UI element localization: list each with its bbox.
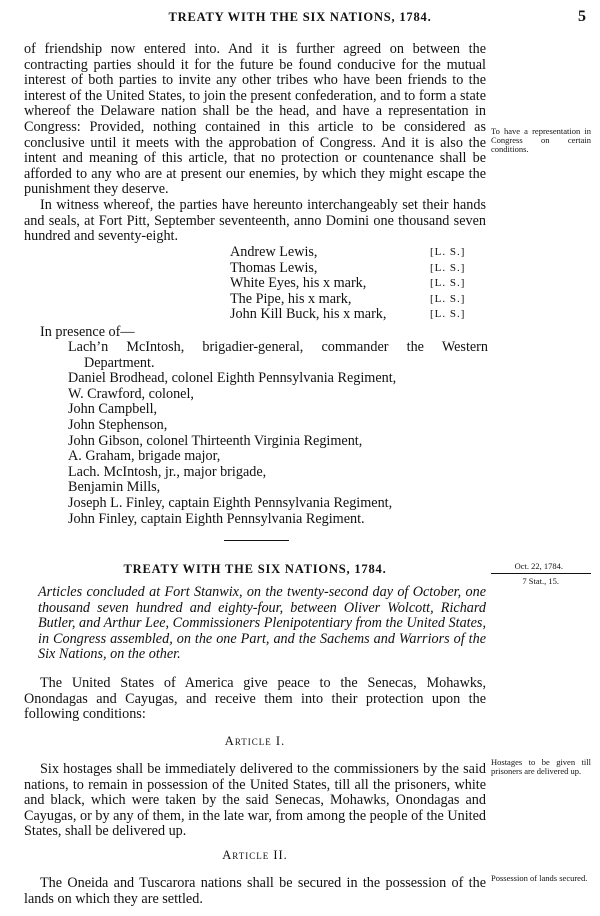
witness-entry: John Campbell, xyxy=(68,401,158,418)
signature-block xyxy=(230,245,465,323)
treaty-subtitle: Articles concluded at Fort Stanwix, on the twenty-second day of October, one thousand seven hundred and eighty-four, between Oliver Wolcott, Richard Butler, and Arthur Lee, Commissioners Plenipotentiary from the United States, in Congress assembled, on the one Part, and the Sachems and Warriors of the Six Nations, on the other. xyxy=(38,584,486,663)
article-2-text: The Oneida and Tuscarora nations shall be secured in the possession of the lands on which they are settled. xyxy=(24,875,486,907)
signatory-name: Thomas Lewis, xyxy=(230,259,318,276)
signatory-name: Andrew Lewis, xyxy=(230,244,318,260)
paragraph-peace: The United States of America give peace to the Senecas, Mohawks, Onondagas and Cayugas, and receive them into their protection upon the following conditions: xyxy=(24,675,486,723)
signatory-name: John Kill Buck, his x mark, xyxy=(230,306,387,323)
margin-note-date: Oct. 22, 1784. xyxy=(514,561,563,571)
witness-entry: Joseph L. Finley, captain Eighth Pennsylvania Regiment, xyxy=(68,494,393,511)
margin-note-possession: Possession of lands secured. xyxy=(491,873,588,883)
treaty-title: TREATY WITH THE SIX NATIONS, 1784. xyxy=(123,562,387,576)
witness-entry: A. Graham, brigade major, xyxy=(68,448,221,465)
signature-row xyxy=(230,261,465,277)
article-1-text: Six hostages shall be immediately delivered to the commissioners by the said nations, to remain in possession of the United States, till all the prisoners, white and black, which were taken by the said Senecas, Mohawks, Onondagas and Cayugas, or by any of them, in the late war, from among the people of the United States, shall be delivered up. xyxy=(24,761,486,840)
witness-entry: Lach. McIntosh, jr., major brigade, xyxy=(68,463,267,480)
witness-entry: John Gibson, colonel Thirteenth Virginia Regiment, xyxy=(68,432,363,449)
signature-row xyxy=(230,307,465,323)
witness-entry: W. Crawford, colonel, xyxy=(68,385,194,402)
seal-mark: [L. S.] xyxy=(430,308,466,321)
seal-mark: [L. S.] xyxy=(430,261,466,274)
running-title: TREATY WITH THE SIX NATIONS, 1784. xyxy=(168,10,432,24)
witness-entry: John Stephenson, xyxy=(68,416,168,433)
witness-entry: Lach’n McIntosh, brigadier-general, commander the Western Department. xyxy=(68,339,488,371)
page-number: 5 xyxy=(578,8,586,25)
witness-entry: Daniel Brodhead, colonel Eighth Pennsylvania Regiment, xyxy=(68,370,397,387)
margin-note-statute: 7 Stat., 15. xyxy=(522,576,559,586)
paragraph-friendship: of friendship now entered into. And it is further agreed on between the contracting parties should it for the future be found conducive for the mutual interest of both parties to invite any other tribes who have been friends to the interest of the United States, to join the present confederation, and to form a state whereof the Delaware nation shall be the head, and have a representation in Congress: Provided, nothing contained in this article to be considered as conclusive until it meets with the approbation of Congress. And it is also the intent and meaning of this article, that no protection or countenance shall be afforded to any who are at present our enemies, by which they might escape the punishment they deserve. xyxy=(24,41,486,198)
margin-note-representation: To have a representation in Congress on certain conditions. xyxy=(491,126,591,154)
witness-entry: John Finley, captain Eighth Pennsylvania Regiment. xyxy=(68,510,365,527)
seal-mark: [L. S.] xyxy=(430,246,466,258)
paragraph-witness: In witness whereof, the parties have hereunto interchangeably set their hands and seals, at Fort Pitt, September seventeenth, anno Domini one thousand seven hundred and seventy-eight. xyxy=(24,197,486,245)
signature-row xyxy=(230,292,465,308)
signature-row xyxy=(230,276,465,292)
margin-note-hostages: Hostages to be given till prisoners are delivered up. xyxy=(491,757,591,776)
presence-heading: In presence of— xyxy=(40,324,135,340)
witness-list xyxy=(68,340,488,527)
seal-mark: [L. S.] xyxy=(430,277,466,290)
signatory-name: The Pipe, his x mark, xyxy=(230,290,352,307)
article-1-heading: Article I. xyxy=(224,734,286,748)
signatory-name: White Eyes, his x mark, xyxy=(230,275,367,292)
seal-mark: [L. S.] xyxy=(430,292,466,305)
margin-rule xyxy=(491,573,591,574)
signature-row xyxy=(230,245,465,261)
article-2-heading: Article II. xyxy=(222,848,288,862)
witness-entry: Benjamin Mills, xyxy=(68,479,161,496)
section-divider xyxy=(224,540,289,541)
